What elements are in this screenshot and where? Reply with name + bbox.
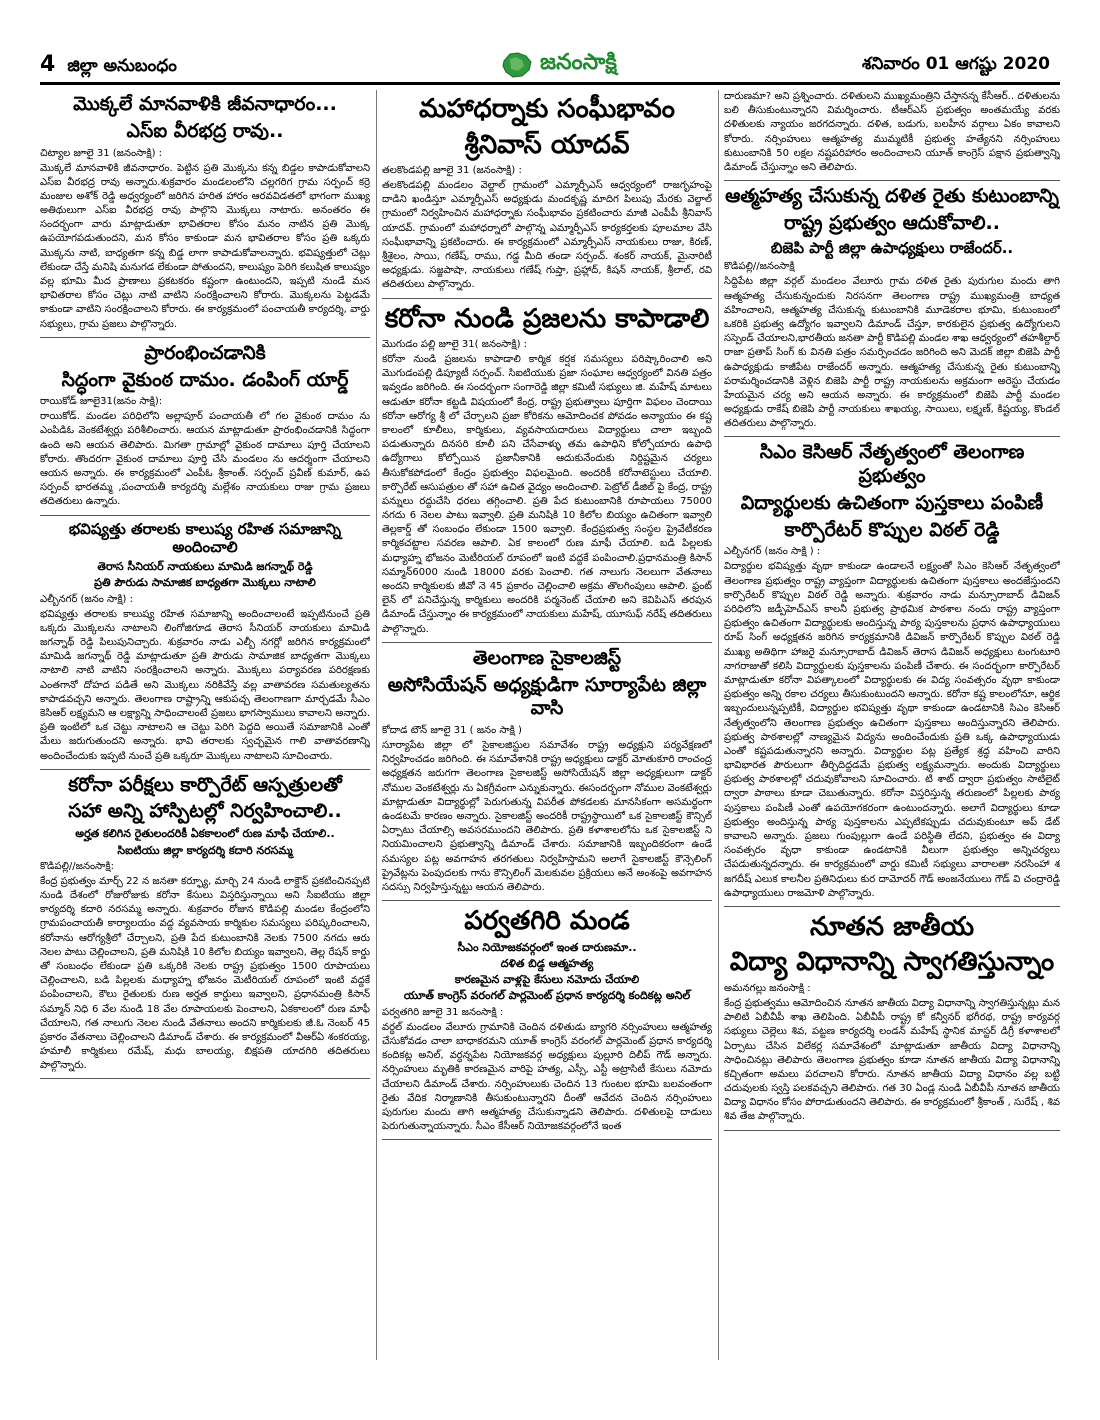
article [40, 774, 370, 1074]
telangana-map-logo-icon [500, 51, 534, 79]
column-divider [718, 90, 719, 1360]
column-divider [376, 90, 377, 1360]
article-body: సిద్దిపేట జిల్లా వర్గల్ మండలం వేలూరు గ్రామ దళిత రైతు పురుగుల మందు తాగి ఆత్మహత్య చేసుకున్నందుకు నిరసనగా తెలంగాణ రాష్ట్ర ముఖ్యమంత్రి బాధ్యత వహించాలని, ఆత్మహత్య చేసుకున్న కుటుంబానికి మూడెకరాల భూమి, కుటుంబంలో ఒకరికి ప్రభుత్వ ఉద్యోగం ఇవ్వాలని డిమాండ్ చేస్తూ, కారకులైన ప్రభుత్వ ఉద్యోగులని సస్పెండ్ చేయాలని,భారతీయ జనతా పార్టీ కొడిపల్లి మండల శాఖ ఆధ్వర్యంలో తహశీల్దార్ రాజా ప్రతాప్ సింగ్ కు వినతి పత్రం సమర్పించడం జరిగింది అని మెదక్ జిల్లా బిజెపి పార్టీ ఉపాధ్యక్షుడు కాజీపేట రాజేందర్ అన్నారు. ఆత్మహత్య చేసుకున్న రైతు కుటుంబాన్ని పరామర్శించడానికి వెళ్లిన బిజెపి పార్టీ రాష్ట్ర నాయకులను అక్రమంగా అరెస్టు చేయడం హేయమైన చర్య అని ఆయన అన్నారు. ఈ కార్యక్రమంలో బిజెపి పార్టీ మండల అధ్యక్షుడు రాకేష్ బిజెపి పార్టీ నాయకులు శాఖయ్య, సాయిలు, లక్ష్మణ్, కిష్టయ్య, కొండల్ తదితరులు పాల్గొన్నారు. [724, 276, 1060, 430]
article-body: మొక్కలే మానవాళికి జీవనాధారం. పెట్టిన ప్రతి మొక్కను కన్న బిడ్డల కాపాడుకోవాలని ఎస్ఐ వీరభద్ర రావు అన్నారు.శుక్రవారం మండలంలోని చల్లగరిగ గ్రామ సర్పంచ్ కర్రె మంజుల అశోక్ రెడ్డి అధ్వర్యంలో జరిగిన హరిత హారం ఆరవవిడతలో భాగంగా ముఖ్య అతిథులుగా ఎస్ఐ వీరభద్ర రావు పాల్గొని మొక్కలు నాటారు. అనంతరం ఈ సందర్భంగా వారు మాట్లాడుతూ భావితరాల కోసం మనం నాటిన ప్రతి మొక్క ఉపయోగపడుతుందని, మన కోసం కాకుండా మన భావితరాల కోసం ప్రతి ఒక్కరు మొక్కను నాటి, బాధ్యతగా కన్న బిడ్డ లాగా కాపాడుకోవాలన్నారు. భవిష్యత్తులో చెట్లు లేకుండా చేస్తే మనిషి మనుగడ లేకుండా పోతుందని, కాలుష్యం పెరిగి కలుషిత కాలుష్యం వల్ల భూమి మీద ప్రాణాలు ప్రకటకరం కష్టంగా ఉంటుందని, ఇప్పటి నుండే మన భావితరాల కోసం చెట్లు నాటి వాటిని సంరక్షించాలని కోరారు. మొక్కలను పెట్టడమే కాకుండా వాటిని సంరక్షించాలని కోరారు. ఈ కార్యక్రమంలో పంచాయతీ కార్యదర్శి, వార్డు సభ్యులు, గ్రామ ప్రజలు పాల్గొన్నారు. [40, 162, 370, 330]
article-dateline: పర్వతగిరి జూలై 31 జనంసాక్షి : [382, 1006, 504, 1018]
article-separator [724, 180, 1060, 181]
article-headline: ఆత్మహత్య చేసుకున్న దళిత రైతు కుటుంబాన్ని [725, 185, 1059, 208]
article-headline: కరోనా పరీక్షలు కార్పొరేట్ ఆస్పత్రులతో [68, 773, 342, 796]
page-number: 4 [40, 52, 56, 77]
article-headline: తెలంగాణ సైకాలజిస్ట్ [472, 646, 622, 669]
article-headline: మొక్కలే మానవాళికి జీవనాధారం... [73, 93, 337, 115]
article-headline: విద్యార్థులకు ఉచితంగా పుస్తకాలు పంపిణీ [740, 491, 1044, 514]
article-body: భవిష్యత్తు తరాలకు కాలుష్య రహిత సమాజాన్ని అందించాలంటే ఇప్పటినుంచే ప్రతి ఒక్కరు మొక్కలను నాటాలని లింగోజిగూడ తెరాస సీనియర్ నాయకులు మామిడి జగన్నాథ్ రెడ్డి పిలుపునిచ్చారు. శుక్రవారం నాడు ఎల్బీ నగర్లో జరిగిన కార్యక్రమంలో మామిడి జగన్నాథ్ రెడ్డి మాట్లాడుతూ ప్రతి పౌరుడు సామాజిక బాధ్యతగా మొక్కలు నాటాలి నాటి వాటిని సంరక్షించాలని అన్నారు. మొక్కలు పర్యావరణ పరిరక్షణకు ఎంతగానో దోహద పడితే అని మొక్కలు నరికివేస్తే వల్ల వాతావరణ సమతుల్యతను కాపాడవచ్చని అన్నారు. తెలంగాణ రాష్ట్రాన్ని ఆకుపచ్చ తెలంగాణగా మార్చడమే సీఎం కెసిఆర్ లక్ష్యమని ఆ లక్ష్యాన్ని సాధించాలంటే ప్రజలు భాగస్వాములు కావాలని అన్నారు. ప్రతి ఇంటిలో ఒక చెట్టు నాటాలని ఆ చెట్టు పెరిగి పెద్దది అయితే సమాజానికి ఎంతో మేలు జరుగుతుందని అన్నారు. భావి తరాలకు స్వచ్ఛమైన గాలి వాతావరణాన్ని అందించేందుకు ఇప్పటి నుంచే ప్రతి ఒక్కరూ మొక్కలు నాటాలని సూచించారు. [40, 608, 370, 762]
article-separator [724, 436, 1060, 437]
issue-date: శనివారం 01 ఆగష్టు 2020 [861, 54, 1050, 74]
article [382, 905, 712, 1134]
masthead-left [40, 52, 177, 80]
article-subhead: యూత్ కాంగ్రెస్ వరంగల్ పార్లమెంట్ ప్రధాన కార్యదర్శి కందికట్ల అనిల్ [403, 989, 691, 1003]
article-separator [40, 515, 370, 516]
article-separator [382, 900, 712, 901]
article-body: కరోనా నుండి ప్రజలను కాపాడాలి కార్మిక కర్షక సమస్యలు పరిష్కారించాలి అని మొగుడంపల్లి డిప్యూటీ సర్పంచ్. సిఐటియుకు ప్రజా సంఘాల ఆధ్వర్యంలో వినతి పత్రం ఇవ్వడం జరిగింది. ఈ సందర్భంగా సంగారెడ్డి జిల్లా కమిటీ సభ్యులు జి. మహేష్ మాటలు ఆడుతూ కరోనా కట్టడి విషయంలో కేంద్ర, రాష్ట్ర ప్రభుత్వాలు పూర్తిగా విఫలం చెందాయి కరోనా ఆరోగ్య శ్రీ లో చేర్చాలని ప్రజా కోరికను ఆమోదించక పోవడం అన్యాయం ఈ కష్ట కాలంలో కూలీలు, కార్మికులు, వ్యవసాయదారులు విద్యార్థులు చాలా ఇబ్బంది పడుతున్నారు దినసరి కూలీ పని చేసేవాళ్ళు తమ ఉపాధిని కోల్పోయారు ఉపాధి ఉద్యోగాలు కోల్పోయిన ప్రజానీకానికి ఆదుకునేందుకు నిర్దిష్టమైన చర్యలు తీసుకోకపోడంలో కేంద్రం ప్రభుత్వం విఫలమైంది. అందరికీ కరోనాటెస్టులు చేయాలి. కార్పొరేట్ ఆసుపత్రుల తో సహా ఉచిత వైద్యం అందించాలి. పెట్రోల్ డీజిల్ పై కేంద్ర, రాష్ట్ర పన్నులు రద్దుచేసి ధరలు తగ్గించాలి. ప్రతి పేద కుటుంబానికి రూపాయలు 75000 నగదు 6 నెలల పాటు ఇవ్వాలి. ప్రతి మనిషికి 10 కిలోల బియ్యం ఉచితంగా ఇవ్వాలి తెల్లకార్డ్ తో సంబంధం లేకుండా 1500 ఇవ్వాలి. కేంద్రప్రభుత్వ సంస్థల ప్రైవేటీకరణ కార్మికచట్టాల సవరణ ఆపాలి. ఏక కాలంలో రుణ మాఫీ చేయాలి. బడి పిల్లలకు మధ్యాహ్న భోజనం మెటీరియల్ రూపంలో ఇంటి వద్దకే పంపించాలి.ప్రధానమంత్రి కిసాన్ సమ్మాన్6000 నుండి 18000 వరకు పెంచాలి. గత నాలుగు నెలలుగా వేతనాలు అందని కార్మికులకు జీవో నె 45 ప్రకారం చెల్లించాలి అక్రమ తొలగింపులు ఆపాలి. ఫ్రంట్ లైన్ లో పనిచేస్తున్న కార్మికులు అందరికి పర్మనెంట్ చేయాలి అని కెవిపిఎస్ తరపున డిమాండ్ చేస్తున్నాం ఈ కార్యక్రమంలో నాయకులు మహేష్, యూసుఫ్ నరేష్ తదితరులు పాల్గొన్నారు. [382, 354, 712, 635]
article-separator [382, 1139, 712, 1140]
article-separator [382, 642, 712, 643]
article-body: కేంద్ర ప్రభుత్వం మార్చ్ 22 న జనతా కర్ఫ్యూ, మార్చి 24 నుండి లాక్డౌన్ ప్రకటించినప్పటి నుండి దేశంలో రోజురోజుకు కరోనా కేసులు విస్తరిస్తున్నాయి అని సిఐటియు జిల్లా కార్యదర్శి కదారి నరసమ్మ అన్నారు. శుక్రవారం రోజున కొడిపల్లి మండల కేంద్రంలోని గ్రామపంచాయతీ కార్యాలయం వద్ద వ్యవసాయ కార్మికుల సమస్యలు పరిష్కరించాలని, కరోనాను ఆరోగ్యశ్రీలో చేర్చాలని, ప్రతి పేద కుటుంబానికి నెలకు 7500 నగదు ఆరు నెలల పాటు చెల్లించాలని, ప్రతి మనిషికి 10 కిలోల బియ్యం ఇవ్వాలని, తెల్ల రేషన్ కార్డు తో సంబంధం లేకుండా ప్రతి ఒక్కరికి నెలకు రాష్ట్ర ప్రభుత్వం 1500 రూపాయలు చెల్లించాలని, బడి పిల్లలకు మధ్యాహ్న భోజనం మెటీరియల్ రూపంలో ఇంటి వద్దకే పంపించాలని, కౌలు రైతులకు రుణ అర్హత కార్డులు ఇవ్వాలని, ప్రధానమంత్రి కిసాన్ సమ్మాన్ నిధి 6 వేల నుండి 18 వేల రూపాయలకు పెంచాలని, ఏకకాలంలో రుణ మాఫీ చేయాలని, గత నాలుగు నెలల నుండి వేతనాలు అందని కార్మికులకు జీ.ఓ నెంబర్ 45 ప్రకారం వేతనాలు చెల్లించాలని డిమాండ్ చేశారు. ఈ కార్యక్రమంలో వీఆర్ఏ శంకరయ్య, హమాలీ కార్మికులు రమేష్, మధు బాలయ్య, బిక్షపతి యాదగిరి తదితరులు పాల్గొన్నారు. [40, 875, 370, 1072]
article-dateline: రాయికోడ్ జూలై31(జనం సాక్షి): [40, 396, 163, 408]
section-name: జిల్లా అనుబంధం [67, 56, 177, 76]
article-separator [724, 1130, 1060, 1131]
masthead [40, 50, 1060, 80]
article-headline: ఎస్ఐ వీరభద్ర రావు.. [126, 119, 284, 142]
article-body: వర్ధల్ మండలం వేలూరు గ్రామానికి చెందిన దళితుడు బ్యాగరి నర్సింహులు ఆత్మహత్య చేసుకోవడం చాలా బాధాకరమని యూత్ కాంగ్రెస్ వరంగల్ పార్లమెంట్ ప్రధాన కార్యదర్శి కందికట్ల అనిల్, వర్ధన్నపేట నియోజకవర్గ అధ్యక్షులు పుల్లూరి దిలీప్ గౌడ్ అన్నారు. నర్సింహులు మృతికి కారణమైన వారిపై హత్య, ఎస్సీ, ఎస్టీ అట్రాసిటీ కేసులు నమోదు చేయాలని డిమాండ్ చేశారు. నర్సింహులుకు చెందిన 13 గుంటల భూమి బలవంతంగా రైతు వేదిక నిర్మాణానికి తీసుకుంటున్నారని దీంతో ఆవేదన చెందిన నర్సింహులు పురుగుల మందు తాగి ఆత్మహత్య చేసుకున్నాడని తెలిపారు. దళితులపై దాడులు పెరుగుతున్నాయన్నారు. సీఎం కేసీఆర్ నియోజకవర్గంలోనే ఇంత [382, 1021, 712, 1133]
article-headline: శ్రీనివాస్ యాదవ్ [464, 129, 630, 160]
article-dateline: ఎల్బీనగర్ (జనం సాక్షి) : [40, 593, 134, 605]
article-dateline: మొగుడం పల్లి జూలై 31( జనంసాక్షి) : [382, 339, 528, 350]
masthead-rule [40, 82, 1060, 85]
article-separator [724, 906, 1060, 907]
article-dateline: కోదాడ టౌన్ జూలై 31 ( జనం సాక్షి ) [382, 725, 522, 736]
article-headline: సిఎం కెసిఆర్ నేతృత్వంలో తెలంగాణ ప్రభుత్వం [759, 441, 1025, 488]
article-headline: కరోనా నుండి ప్రజలను కాపాడాలి [384, 303, 710, 334]
article-separator [40, 1078, 370, 1079]
article-body: తలకొండపల్లి మండలం వెల్జాల్ గ్రామంలో ఎమ్మార్పీఎస్ ఆధ్వర్యంలో రాజగృహంపై దాడిని ఖండిస్తూ ఎమ్మార్పీఎస్ అధ్యక్షుడు మందకృష్ణ మాదిగ పిలుపు మేరకు వెల్జాల్ గ్రామంలో నిర్వహించిన మహాధర్నాకు సంఘీభావం ప్రకటించారు మాజీ ఎంపీపీ శ్రీనివాస్ యాదవ్. గ్రామంలో మహాధర్నాలో పాల్గొన్న ఎమ్మార్పీఎస్ కార్యకర్తలకు పూలమాల వేసి సంఘీభావాన్ని ప్రకటించారు. ఈ కార్యక్రమంలో ఎమ్మార్పీఎస్ నాయకులు రాజు, కిరణ్, శ్రీశైలం, సాయి, గణేష్, రాము, గడ్డ మీది తండా సర్పంచ్. శంకర్ నాయక్, మైనారిటీ అధ్యక్షుడు. సజ్జపాషా, నాయకులు గణేష్ గుప్తా, ప్రహ్లాద్, కిషన్ నాయక్, శ్రీలాల్, రవి తదితరులు పాల్గొన్నారు. [382, 180, 712, 291]
article-subhead: ప్రతి పౌరుడు సామాజిక బాధ్యతగా మొక్కలు నాటాలి [94, 576, 316, 590]
article-body: దారుణమా? అని ప్రశ్నించారు. దళితులని ముఖ్యమంత్రిని చేస్తానన్న కేసీఆర్.. దళితులను బలి తీసుకుంటున్నారని విమర్శించారు. టీఆర్ఎస్ ప్రభుత్వం అంతమయ్యే వరకు దళితులకు న్యాయం జరగదన్నారు. దళిత, బడుగు, బలహీన వర్గాలు ఏకం కావాలని కోరారు. నర్సింహులు ఆత్మహత్య ముమ్మటికీ ప్రభుత్వ హత్యేనని నర్సింహులు కుటుంబానికి 50 లక్షల నష్టపరిహారం అందించాలని యూత్ కాంగ్రెస్ పక్షాన ప్రభుత్వాన్ని డిమాండ్ చేస్తున్నాం అని తెలిపారు. [724, 91, 1060, 173]
article [382, 93, 712, 293]
article-headline: బిజెపి పార్టీ జిల్లా ఉపాధ్యక్షులు రాజేందర్.. [770, 238, 1014, 257]
article-subhead: కారణమైన వాళ్లపై కేసులు నమోదు చేయాలి [454, 973, 640, 987]
article-headline: విద్యా విధానాన్ని స్వాగతిస్తున్నాం [729, 947, 1055, 978]
article-subhead: సిఐటియు జిల్లా కార్యదర్శి కదారి నరసమ్మ [117, 843, 293, 857]
column-3 [724, 90, 1060, 1360]
article-separator [40, 337, 370, 338]
article [382, 303, 712, 637]
article-subhead: తెరాస సీనియర్ నాయకులు మామిడి జగన్నాథ్ రెడ్డి [97, 560, 313, 574]
article-dateline: కొడిపల్లి//జనంసాక్షి [724, 261, 795, 273]
article-body: విద్యార్థుల భవిష్యత్తు వృథా కాకుండా ఉండాలనే లక్ష్యంతో సిఎం కెసిఆర్ నేతృత్వంలో తెలంగాణ ప్రభుత్వం రాష్ట్ర వ్యాప్తంగా విద్యార్థులకు ఉచితంగా పుస్తకాలు అందజేస్తుందని కార్పొరేటర్ కొప్పుల విఠల్ రెడ్డి అన్నారు. శుక్రవారం నాడు మన్సూరాబాద్ డివిజన్ పరిధిలోని జడ్పీహెచ్ఎస్ కాలనీ ప్రభుత్వ ప్రాథమిక పాఠశాల నందు రాష్ట్ర వ్యాప్తంగా ప్రభుత్వం ఉచితంగా విద్యార్థులకు అందిస్తున్న పాఠ్య పుస్తకాలను ప్రధాన ఉపాధ్యాయులు రూప్ సింగ్ అధ్యక్షతన జరిగిన కార్యక్రమానికి డివిజన్ కార్పొరేటర్ కొప్పుల విఠల్ రెడ్డి ముఖ్య అతిథిగా హాజరై మన్సూరాబాద్ డివిజన్ తెరాస డివిజన్ అధ్యక్షులు టంగుటూరి నాగరాజుతో కలిసి విద్యార్థులకు పుస్తకాలను పంపిణీ చేశారు. ఈ సందర్భంగా కార్పొరేటర్ మాట్లాడుతూ కరోనా విపత్కాలంలో విద్యార్థులకు ఈ విద్య సంవత్సరం వృథా కాకుండా ప్రభుత్వం అన్ని రకాల చర్యలు తీసుకుంటుందని అన్నారు. కరోనా కష్ట కాలంలోనూ, ఆర్థిక ఇబ్బందులున్నప్పటికీ, విద్యార్థుల భవిష్యత్తు వృథా కాకుండా ఉండటానికి సిఎం కెసిఆర్ నేతృత్వంలోని తెలంగాణ ప్రభుత్వం ఉచితంగా పుస్తకాలు అందిస్తున్నారని తెలిపారు. ప్రభుత్వ పాఠశాలల్లో నాణ్యమైన విద్యను అందించేందుకు ప్రతి ఒక్క ఉపాధ్యాయుడు ఎంతో కష్టపడుతున్నారని అన్నారు. విద్యార్థుల పట్ల ప్రత్యేక శ్రద్ధ వహించి వారిని భావిభారత పౌరులుగా తీర్చిదిద్దడమే ప్రభుత్వ లక్ష్యమన్నారు. అందుకు విద్యార్థులు ప్రభుత్వ పాఠశాలల్లో చదువుకోవాలని సూచించారు. టి శాట్ ద్వారా ప్రభుత్వం సాటిలైట్ ద్వారా పాఠాలు కూడా చెబుతున్నారు. కరోనా విస్తరిస్తున్న తరుణంలో పిల్లలకు పాఠ్య పుస్తకాలు పంపిణీ ఎంతో ఉపయోగకరంగా ఉంటుందన్నారు. అలాగే విద్యార్థులు కూడా ప్రభుత్వం అందిస్తున్న పాఠ్య పుస్తకాలను ఎప్పటికప్పుడు చదువుకుంటూ అప్ డేట్ కావాలని అన్నారు. ప్రజలు గుంపుల్లుగా ఉండే పరిస్థితి లేదని, ప్రభుత్వం ఈ విద్యా సంవత్సరం వృధా కాకుండా ఉండటానికి వీలుగా ప్రభుత్వం అన్నిచర్యలు చేపడుతున్నదన్నారు. ఈ కార్యక్రమంలో వార్డు కమిటీ సభ్యులు వారాలతా నరసింహా శ జగదీష్ ఎలుక కాలనీల ప్రతినిధులు కుర దామోదర్ గౌడ్ అంజనేయులు గౌడ్ వి చంద్రారెడ్డి ఉపాధ్యాయులు రాజమోళి పాల్గొన్నారు. [724, 561, 1060, 899]
article [724, 185, 1060, 431]
article [40, 520, 370, 764]
article-headline: కార్పొరేటర్ కొప్పుల విఠల్ రెడ్డి [784, 518, 1000, 541]
article-body: కేంద్ర ప్రభుత్వము ఆమోదించిన నూతన జాతీయ విద్యా విధానాన్ని స్వాగతిస్తున్నట్లు మన పాలిటి ఏబీవీపీ శాఖ తెలిపింది. ఏబీవీపీ రాష్ట్ర కో కన్వీనర్ భగీరథ, రాష్ట్ర కార్యవర్గ సభ్యులు చెల్లెలు శివ, పట్టణ కార్యదర్శి లండన్ మహేష్ స్థానిక మాస్టర్ డిగ్రీ కళాశాలలో ఏర్పాటు చేసిన విలేకర్ల సమావేశంలో మాట్లాడుతూ జాతీయ విద్యా విధానాన్ని సాధించినట్లు తెలిపారు తెలంగాణ ప్రభుత్వం కూడా నూతన జాతీయ విద్యా విధానాన్ని కచ్చితంగా అమలు పరచాలని కోరారు. నూతన జాతీయ విద్యా విధానం వల్ల బట్టి చదువులకు స్వస్తి పలకవచ్చని తెలిపారు. గత 30 ఏండ్ల నుండి ఏబీవీపీ నూతన జాతీయ విద్యా విధానం కోసం పోరాడుతుందని తెలిపారు. ఈ కార్యక్రమంలో శ్రీకాంత్ , సురేష్ , శివ శివ తేజ పాల్గొన్నారు. [724, 997, 1060, 1123]
article-separator [40, 769, 370, 770]
article-dateline: కొడిపల్లి//జనంసాక్షి: [40, 860, 114, 872]
article-body: సూర్యాపేట జిల్లా లో సైకాలజిస్టుల సమావేశం రాష్ట్ర అధ్యక్షుని పర్యవేక్షణలో నిర్వహించడం జరిగింది. ఈ సమావేశానికి రాష్ట్ర అధ్యక్షులు డాక్టర్ మోతుకూరి రాంచంద్ర అధ్యక్షతన జరుగగా తెలంగాణ సైకాలజిస్ట్ అసోసియేషన్ జిల్లా అధ్యక్షులుగా డాక్టర్ నోముల వెంకటేశ్వర్లు ను ఏకగ్రీవంగా ఎన్నుకున్నారు. ఈసందర్భంగా నోముల వెంకటేశ్వర్లు మాట్లాడుతూ విద్యార్థుల్లో పెరుగుతున్న విపరీత పోకడలకు మానసికంగా అసమర్థంగా ఉండటమే కారణం అన్నారు. సైకాలజిస్ట్ అందరికీ రాష్ట్రస్థాయిలో ఒక సైకాలజిస్ట్ కౌన్సిల్ ఏర్పాటు చేయాల్సి అవసరముందని తెలిపారు. ప్రతి కళాశాలలోను ఒక సైకాలజిస్ట్ ని నియమించాలని ప్రభుత్వాన్ని డిమాండ్ చేశారు. సమాజానికి ఇబ్బందికరంగా ఉండే సమస్యల పట్ల అవగాహన తరగతులు నిర్వహిస్తామని అలాగే సైకాలజిస్ట్ కౌన్సెలింగ్ ప్రైవేట్లను పెంపుదలకు గాను కౌన్సిలింగ్ మెలకువల ప్రక్రియలు అనే అంశంపై అవగాహన సదస్సు నిర్వహిస్తున్నట్టు ఆయన తెలిపారు. [382, 740, 712, 893]
article-subhead: సీఎం నియోజకవర్గంలో ఇంత దారుణమా.. [457, 940, 637, 954]
article-headline: రాష్ట్ర ప్రభుత్వం ఆదుకోవాలి.. [784, 211, 1000, 234]
article-headline: భవిష్యత్తు తరాలకు కాలుష్య రహిత సమాజాన్ని అందించాలి [68, 519, 342, 557]
column-1 [40, 90, 370, 1360]
article [724, 911, 1060, 1125]
article-headline: పర్వతగిరి మండ [464, 906, 630, 937]
article-headline: సహా అన్ని హాస్పిటల్లో నిర్వహించాలి.. [68, 800, 342, 823]
article-dateline: ఎల్బీనగర్ (జనం సాక్షి ) : [724, 546, 821, 558]
article [724, 90, 1060, 175]
article-headline: ప్రారంభించడానికి [144, 341, 266, 364]
article [40, 93, 370, 332]
article [40, 342, 370, 510]
article-dateline: తలకొండపల్లి జూలై 31 (జనంసాక్షి) : [382, 165, 522, 176]
article [724, 441, 1060, 901]
article [382, 647, 712, 895]
brand-name: జనంసాక్షి [540, 50, 617, 75]
article-subhead: దళిత బిడ్డ ఆత్మహత్య [500, 956, 594, 970]
article-headline: మహాధర్నాకు సంఘీభావం [419, 94, 675, 124]
article-subhead: అర్హత కలిగిన రైతులందరికీ ఏకకాలంలో రుణ మాఫీ చేయాలి.. [75, 827, 335, 841]
article-dateline: చిట్యాల జూలై 31 (జనంసాక్షి) : [40, 147, 163, 159]
article-headline: అసోసియేషన్ అధ్యక్షుడిగా సూర్యాపేట జిల్లా వాసి [387, 673, 707, 720]
article-body: రాయికోడ్. మండల పరిధిలోని అల్లాపూర్ పంచాయతీ లో గల వైకుంఠ దామం ను ఎంపిడిఓ వెంకటేశ్వర్లు పరిశీలించారు. ఆయన మాట్లాడుతూ ప్రారంభించడానికి సిద్ధంగా ఉంది అని ఆయన తెలిపారు. మిగతా గ్రామాల్లో వైకుంఠ దామాలు పూర్తి చేయాలని కోరారు. తొందరగా వైకుంఠ దామాలు పూర్తి చేసి మండలం ను ఆదర్శంగా చేయాలని ఆయన అన్నారు. ఈ కార్యక్రమంలో ఎంపీఓ శ్రీకాంత్. సర్పంచ్ ప్రవీణ్ కుమార్, ఉప సర్పంచ్ భారతమ్మ ,పంచాయతీ కార్యదర్శి మల్లేశం నాయకులు రాజు గ్రామ ప్రజలు తదితరులు ఉన్నారు. [40, 411, 370, 508]
column-2 [382, 90, 712, 1360]
article-separator [382, 298, 712, 299]
brand [500, 50, 617, 80]
article-headline: సిద్ధంగా వైకుంఠ దామం. డంపింగ్ యార్డ్ [61, 368, 349, 391]
article-dateline: అమనగల్లు జనంసాక్షి : [724, 982, 811, 994]
article-headline: నూతన జాతీయ [809, 911, 975, 942]
